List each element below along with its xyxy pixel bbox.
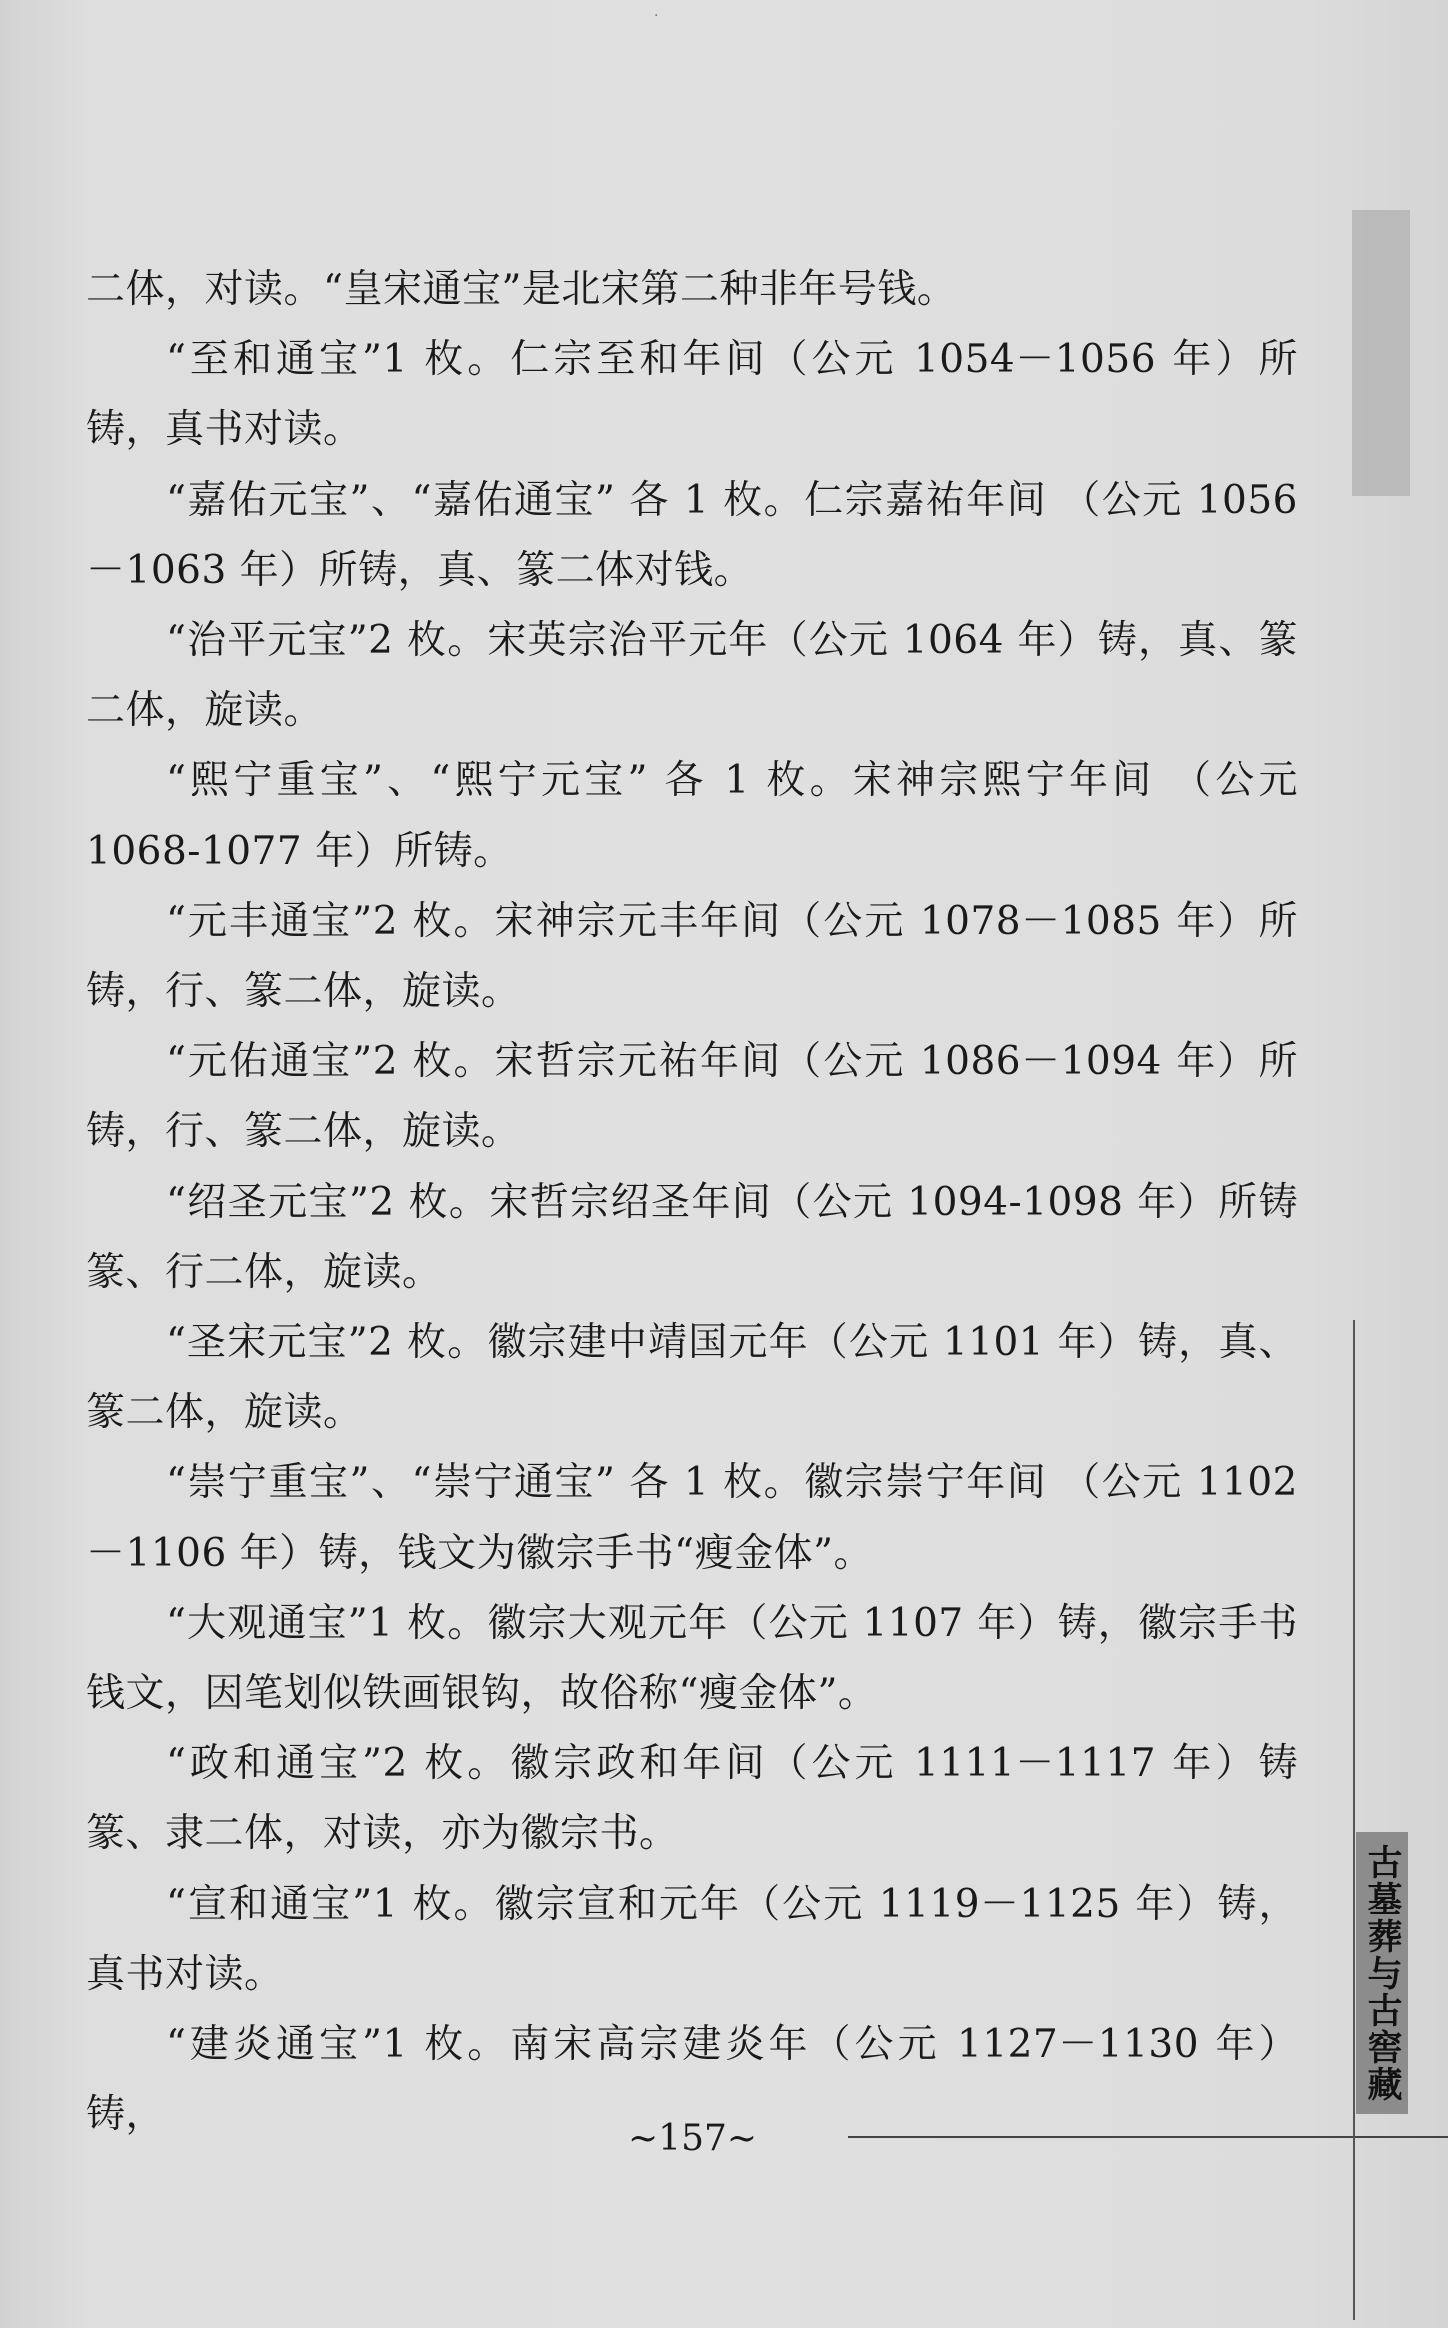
paragraph-6: “元佑通宝”2 枚。宋哲宗元祐年间（公元 1086－1094 年）所铸，行、篆二体，旋读。 (86, 1039, 1298, 1155)
paragraph-0: 二体，对读。“皇宋通宝”是北宋第二种非年号钱。 (86, 267, 957, 312)
paragraph-2: “嘉佑元宝”、“嘉佑通宝” 各 1 枚。仁宗嘉祐年间 （公元 1056－1063 年）所铸，真、篆二体对钱。 (86, 477, 1298, 593)
paragraph-5: “元丰通宝”2 枚。宋神宗元丰年间（公元 1078－1085 年）所铸，行、篆二体，旋读。 (86, 898, 1298, 1015)
paragraph-3: “治平元宝”2 枚。宋英宗治平元年（公元 1064 年）铸，真、篆二体，旋读。 (86, 618, 1298, 734)
paragraph-8: “圣宋元宝”2 枚。徽宗建中靖国元年（公元 1101 年）铸，真、篆二体，旋读。 (86, 1320, 1298, 1436)
paragraph-4: “熙宁重宝”、“熙宁元宝” 各 1 枚。宋神宗熙宁年间 （公元 1068-1077 年）所铸。 (86, 758, 1298, 874)
margin-rule (1353, 1320, 1355, 2320)
footer-rule (848, 2136, 1448, 2138)
section-tab (1356, 1832, 1408, 2114)
paragraph-1: “至和通宝”1 枚。仁宗至和年间（公元 1054－1056 年）所铸，真书对读。 (86, 337, 1298, 453)
page-number: ~157~ (628, 2118, 758, 2159)
scan-speck: · (654, 8, 659, 24)
section-tab-label: 古墓葬与古窖藏 (1362, 1843, 1402, 2103)
paragraph-9: “崇宁重宝”、“崇宁通宝” 各 1 枚。徽宗崇宁年间 （公元 1102－1106 年）铸，钱文为徽宗手书“瘦金体”。 (86, 1460, 1298, 1576)
paragraph-10: “大观通宝”1 枚。徽宗大观元年（公元 1107 年）铸，徽宗手书钱文，因笔划似铁画银钩，故俗称“瘦金体”。 (86, 1600, 1298, 1717)
paragraph-11: “政和通宝”2 枚。徽宗政和年间（公元 1111－1117 年）铸篆、隶二体，对读，亦为徽宗书。 (86, 1741, 1298, 1857)
paragraph-7: “绍圣元宝”2 枚。宋哲宗绍圣年间（公元 1094-1098 年）所铸篆、行二体，旋读。 (86, 1179, 1298, 1295)
paragraph-12: “宣和通宝”1 枚。徽宗宣和元年（公元 1119－1125 年）铸，真书对读。 (86, 1881, 1298, 1997)
paragraph-13: “建炎通宝”1 枚。南宋高宗建炎年（公元 1127－1130 年）铸， (86, 2022, 1298, 2138)
faint-side-tab (1352, 210, 1410, 496)
body-text (86, 255, 1298, 2150)
